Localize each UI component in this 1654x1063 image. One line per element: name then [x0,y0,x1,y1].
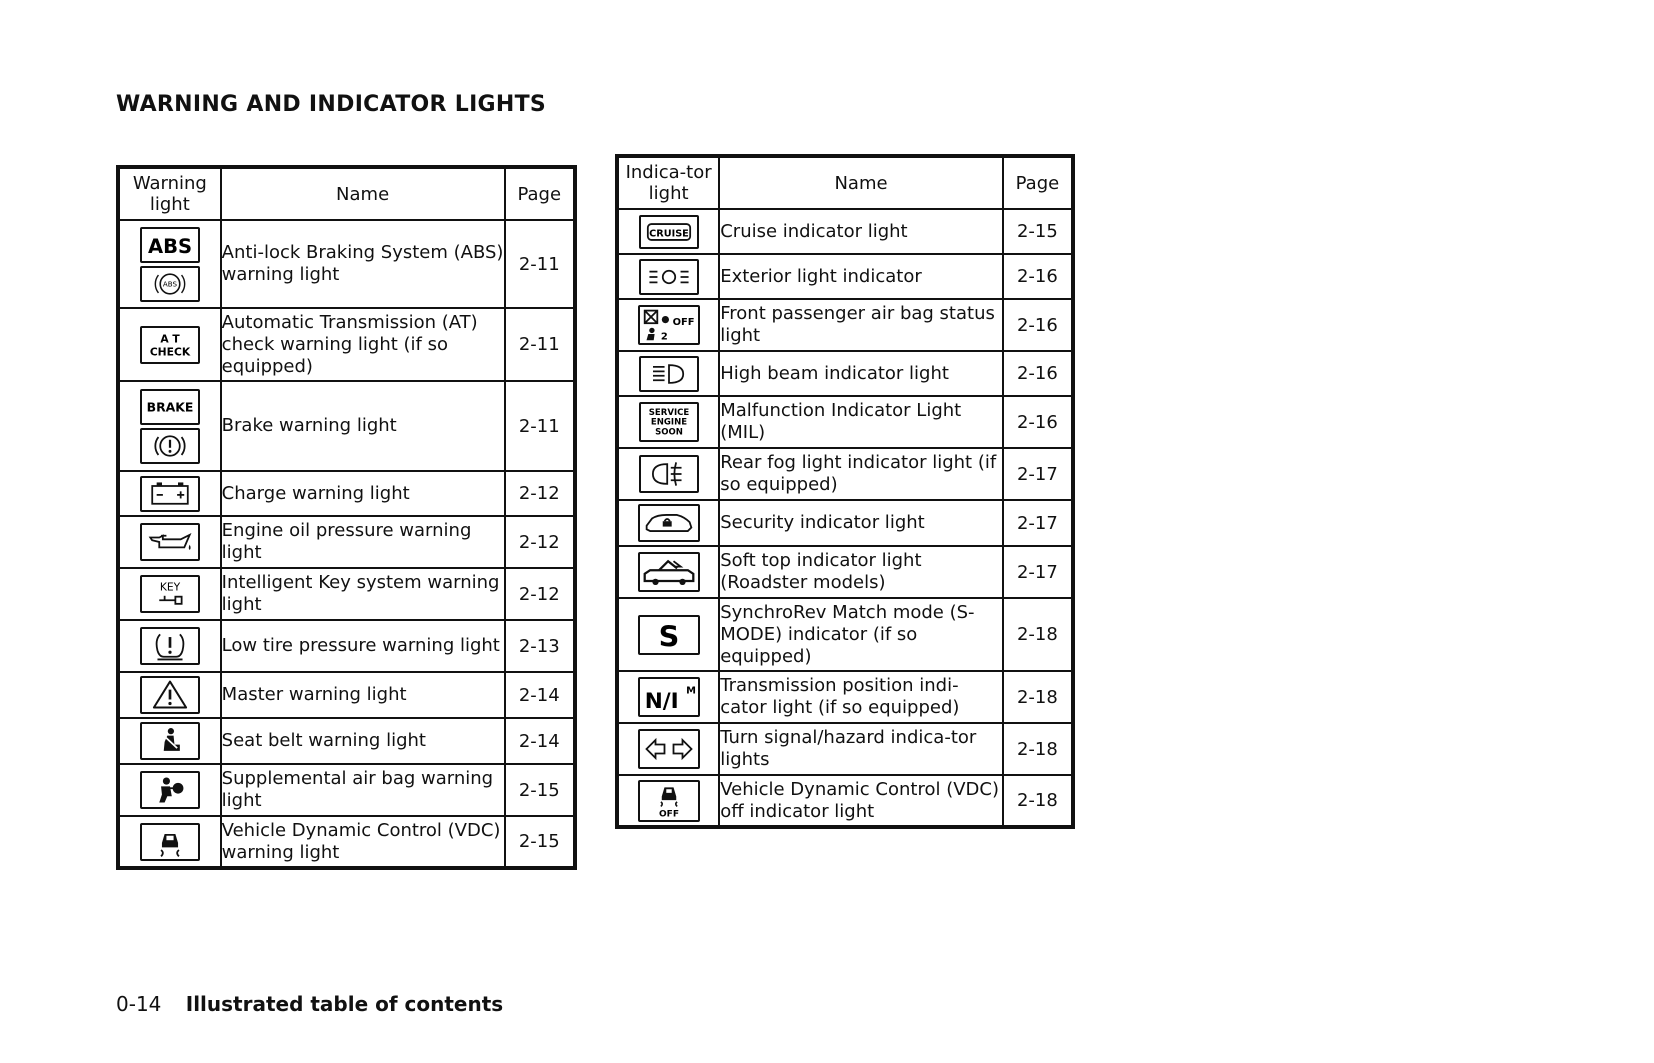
light-name: Engine oil pressure warning light [221,516,505,568]
key-icon [140,575,200,613]
table-row [617,209,1073,254]
transmission-position-icon [638,677,700,717]
light-name: Charge warning light [221,471,505,516]
rear-fog-icon [639,455,699,493]
page-ref: 2-15 [505,816,575,868]
icon-cell [118,816,221,868]
page-ref: 2-11 [505,308,575,381]
table-row [118,764,575,816]
soft-top-icon [638,552,700,592]
table-row [617,546,1073,598]
light-name: Automatic Transmission (AT) check warning light (if so equipped) [221,308,505,381]
abs-circle-icon [140,266,200,302]
table-row [617,448,1073,500]
seat-belt-icon [140,722,200,760]
icon-cell [617,299,719,351]
indicator-table-header [617,156,1073,209]
page-ref: 2-14 [505,718,575,764]
at-check-icon [140,326,200,364]
header-name: Name [221,167,505,220]
tire-pressure-icon [140,627,200,665]
icon-cell [617,671,719,723]
light-name: Rear fog light indicator light (if so equipped) [719,448,1003,500]
table-row [617,500,1073,546]
table-row [617,299,1073,351]
brake-text-icon [140,389,200,425]
table-row [617,775,1073,827]
page-ref: 2-12 [505,471,575,516]
light-name: Exterior light indicator [719,254,1003,299]
icon-cell [617,351,719,396]
icon-cell [617,396,719,448]
table-row [617,351,1073,396]
page-ref: 2-18 [1003,775,1073,827]
light-name: Front passenger air bag status light [719,299,1003,351]
security-car-icon [638,504,700,542]
light-name: Soft top indicator light (Roadster models) [719,546,1003,598]
table-row [118,672,575,718]
service-engine-soon-icon [639,402,699,442]
icon-cell [617,775,719,827]
page-ref: 2-17 [1003,448,1073,500]
footer-section-title: Illustrated table of contents [185,992,504,1016]
mil-line1: SERVICE [648,407,689,418]
light-name: Cruise indicator light [719,209,1003,254]
icon-cell [617,598,719,671]
icon-cell [118,718,221,764]
oil-can-icon [140,523,200,561]
indicator-lights-table [615,154,1075,829]
icon-cell [118,764,221,816]
icon-cell [118,516,221,568]
turn-signal-icon [638,729,700,769]
brake-icon-text: BRAKE [146,398,194,414]
passenger-num: 2 [660,331,668,343]
abs-text-icon [140,227,200,263]
page-footer [116,992,503,1016]
table-row [617,723,1073,775]
page-ref: 2-16 [1003,351,1073,396]
icon-cell [617,448,719,500]
key-icon-text: KEY [159,580,181,594]
header-indicator-light: Indica-tor light [617,156,719,209]
vdc-icon [140,823,200,861]
page-ref: 2-18 [1003,598,1073,671]
mil-line2: ENGINE [650,417,687,428]
battery-icon [140,476,200,512]
high-beam-icon [639,356,699,392]
header-warning-light: Warning light [118,167,221,220]
at-line1: A T [160,331,180,345]
passenger-off-text: OFF [672,317,695,328]
trans-sup-text: M [685,685,696,697]
master-warning-icon [140,676,200,714]
light-name: Intelligent Key system warning light [221,568,505,620]
page-ref: 2-13 [505,620,575,672]
table-row [118,471,575,516]
page-ref: 2-12 [505,516,575,568]
page-ref: 2-14 [505,672,575,718]
page-ref: 2-11 [505,220,575,308]
light-name: Low tire pressure warning light [221,620,505,672]
page-ref: 2-16 [1003,396,1073,448]
table-row [617,598,1073,671]
table-row [118,718,575,764]
abs-small-text: ABS [162,279,177,289]
table-row [118,516,575,568]
page-title: WARNING AND INDICATOR LIGHTS [116,92,547,117]
table-row [118,568,575,620]
light-name: SynchroRev Match mode (S-MODE) indicator (if so equipped) [719,598,1003,671]
table-row [617,396,1073,448]
table-row [118,381,575,471]
light-name: Brake warning light [221,381,505,471]
light-name: Transmission position indi-cator light (if so equipped) [719,671,1003,723]
warning-table-header [118,167,575,220]
page-ref: 2-17 [1003,546,1073,598]
warning-lights-table [116,165,577,870]
footer-page-number: 0-14 [116,992,162,1016]
page-ref: 2-17 [1003,500,1073,546]
light-name: Anti-lock Braking System (ABS) warning light [221,220,505,308]
s-mode-text: S [658,619,679,653]
light-name: Seat belt warning light [221,718,505,764]
page-ref: 2-18 [1003,671,1073,723]
table-row [118,308,575,381]
light-name: High beam indicator light [719,351,1003,396]
light-name: Malfunction Indicator Light (MIL) [719,396,1003,448]
table-row [617,254,1073,299]
s-mode-icon [638,615,700,655]
page-ref: 2-16 [1003,299,1073,351]
vdc-off-text: OFF [658,808,679,819]
table-row [118,220,575,308]
header-page: Page [1003,156,1073,209]
page-ref: 2-11 [505,381,575,471]
vdc-off-icon [638,780,700,822]
cruise-icon-text: CRUISE [648,227,689,239]
mil-line3: SOON [654,427,683,438]
icon-cell [118,471,221,516]
airbag-icon [140,771,200,809]
icon-cell [617,254,719,299]
header-name: Name [719,156,1003,209]
icon-cell [617,209,719,254]
light-name: Vehicle Dynamic Control (VDC) off indicator light [719,775,1003,827]
page-ref: 2-15 [1003,209,1073,254]
table-row [118,816,575,868]
light-name: Supplemental air bag warning light [221,764,505,816]
cruise-icon [639,215,699,249]
icon-cell [118,672,221,718]
light-name: Master warning light [221,672,505,718]
brake-circle-icon [140,428,200,464]
at-line2: CHECK [149,345,190,359]
icon-cell [118,308,221,381]
light-name: Turn signal/hazard indica-tor lights [719,723,1003,775]
light-name: Vehicle Dynamic Control (VDC) warning light [221,816,505,868]
trans-main-text: N/I [644,688,679,714]
exterior-light-icon [639,259,699,295]
page-ref: 2-15 [505,764,575,816]
page-ref: 2-18 [1003,723,1073,775]
icon-cell [118,381,221,471]
light-name: Security indicator light [719,500,1003,546]
header-page: Page [505,167,575,220]
icon-cell [617,546,719,598]
abs-icon-text: ABS [147,234,192,258]
icon-cell [617,723,719,775]
icon-cell [118,220,221,308]
passenger-airbag-off-icon [638,305,700,345]
page-ref: 2-16 [1003,254,1073,299]
page-ref: 2-12 [505,568,575,620]
icon-cell [617,500,719,546]
table-row [118,620,575,672]
icon-cell [118,620,221,672]
table-row [617,671,1073,723]
icon-cell [118,568,221,620]
